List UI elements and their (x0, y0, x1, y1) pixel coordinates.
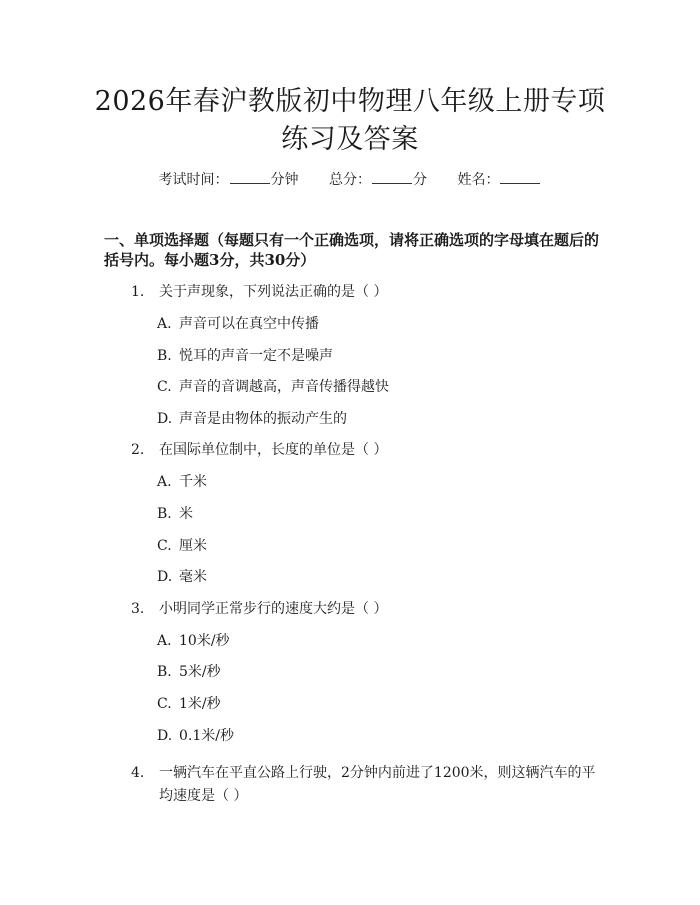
question-number: 3. (131, 601, 145, 617)
option-letter: A. (157, 474, 172, 490)
exam-time-field (159, 169, 299, 189)
exam-time-blank (230, 172, 270, 184)
option-letter: B. (157, 664, 172, 680)
option-text: 声音是由物体的振动产生的 (179, 411, 347, 427)
question-3 (131, 600, 387, 618)
option-text: 千米 (179, 474, 207, 490)
question-number: 2. (131, 442, 145, 458)
option-text: 10米/秒 (179, 633, 230, 649)
total-score-field (329, 169, 427, 189)
question-4 (105, 762, 600, 808)
option-letter: C. (157, 538, 172, 554)
option-letter: B. (157, 348, 172, 364)
option-letter: B. (157, 506, 172, 522)
question-1-option-d (157, 410, 347, 428)
option-text: 声音可以在真空中传播 (179, 316, 319, 332)
page-title: 2026年春沪教版初中物理八年级上册专项练习及答案 (94, 86, 606, 155)
question-3-option-b (157, 663, 221, 681)
option-text: 悦耳的声音一定不是噪声 (179, 348, 333, 364)
question-1-option-b (157, 347, 333, 365)
exam-time-label: 考试时间： (158, 172, 229, 188)
question-3-option-d (157, 727, 234, 745)
option-letter: D. (157, 411, 173, 427)
option-letter: D. (157, 728, 173, 744)
question-number: 4. (131, 765, 145, 781)
option-letter: A. (157, 316, 172, 332)
student-name-label: 姓名： (457, 172, 500, 188)
option-text: 0.1米/秒 (179, 728, 234, 744)
question-3-option-a (157, 632, 230, 650)
option-text: 米 (179, 506, 193, 522)
total-score-unit: 分 (413, 172, 427, 188)
question-3-option-c (157, 695, 221, 713)
section-heading: 一、单项选择题（每题只有一个正确选项，请将正确选项的字母填在题后的括号内。每小题3分，共30分） (104, 231, 600, 269)
question-2 (131, 441, 387, 459)
student-name-field (457, 169, 541, 189)
option-letter: D. (157, 569, 173, 585)
option-text: 厘米 (179, 538, 207, 554)
option-text: 毫米 (179, 569, 207, 585)
option-text: 声音的音调越高，声音传播得越快 (179, 379, 389, 395)
option-letter: A. (157, 633, 172, 649)
question-number: 1. (131, 284, 145, 300)
option-text: 5米/秒 (179, 664, 221, 680)
question-stem-line-2: 均速度是（ ） (159, 788, 248, 804)
exam-time-unit: 分钟 (270, 172, 299, 188)
question-2-option-d (157, 568, 207, 586)
question-2-option-a (157, 473, 207, 491)
question-stem-line-1 (105, 762, 600, 785)
option-letter: C. (157, 379, 172, 395)
question-1-option-c (157, 378, 389, 396)
question-1-option-a (157, 315, 319, 333)
question-2-option-b (157, 505, 193, 523)
question-stem: 在国际单位制中，长度的单位是（ ） (159, 442, 388, 458)
question-2-option-c (157, 537, 207, 555)
total-score-label: 总分： (329, 172, 371, 188)
student-name-blank (500, 172, 540, 184)
question-1 (131, 283, 387, 301)
question-stem: 小明同学正常步行的速度大约是（ ） (159, 601, 388, 617)
exam-info-line (0, 169, 700, 189)
total-score-blank (372, 172, 412, 184)
option-text: 1米/秒 (179, 696, 221, 712)
question-stem: 关于声现象，下列说法正确的是（ ） (159, 284, 388, 300)
question-stem-text-1: 一辆汽车在平直公路上行驶，2分钟内前进了1200米，则这辆汽车的平 (159, 765, 596, 781)
option-letter: C. (157, 696, 172, 712)
